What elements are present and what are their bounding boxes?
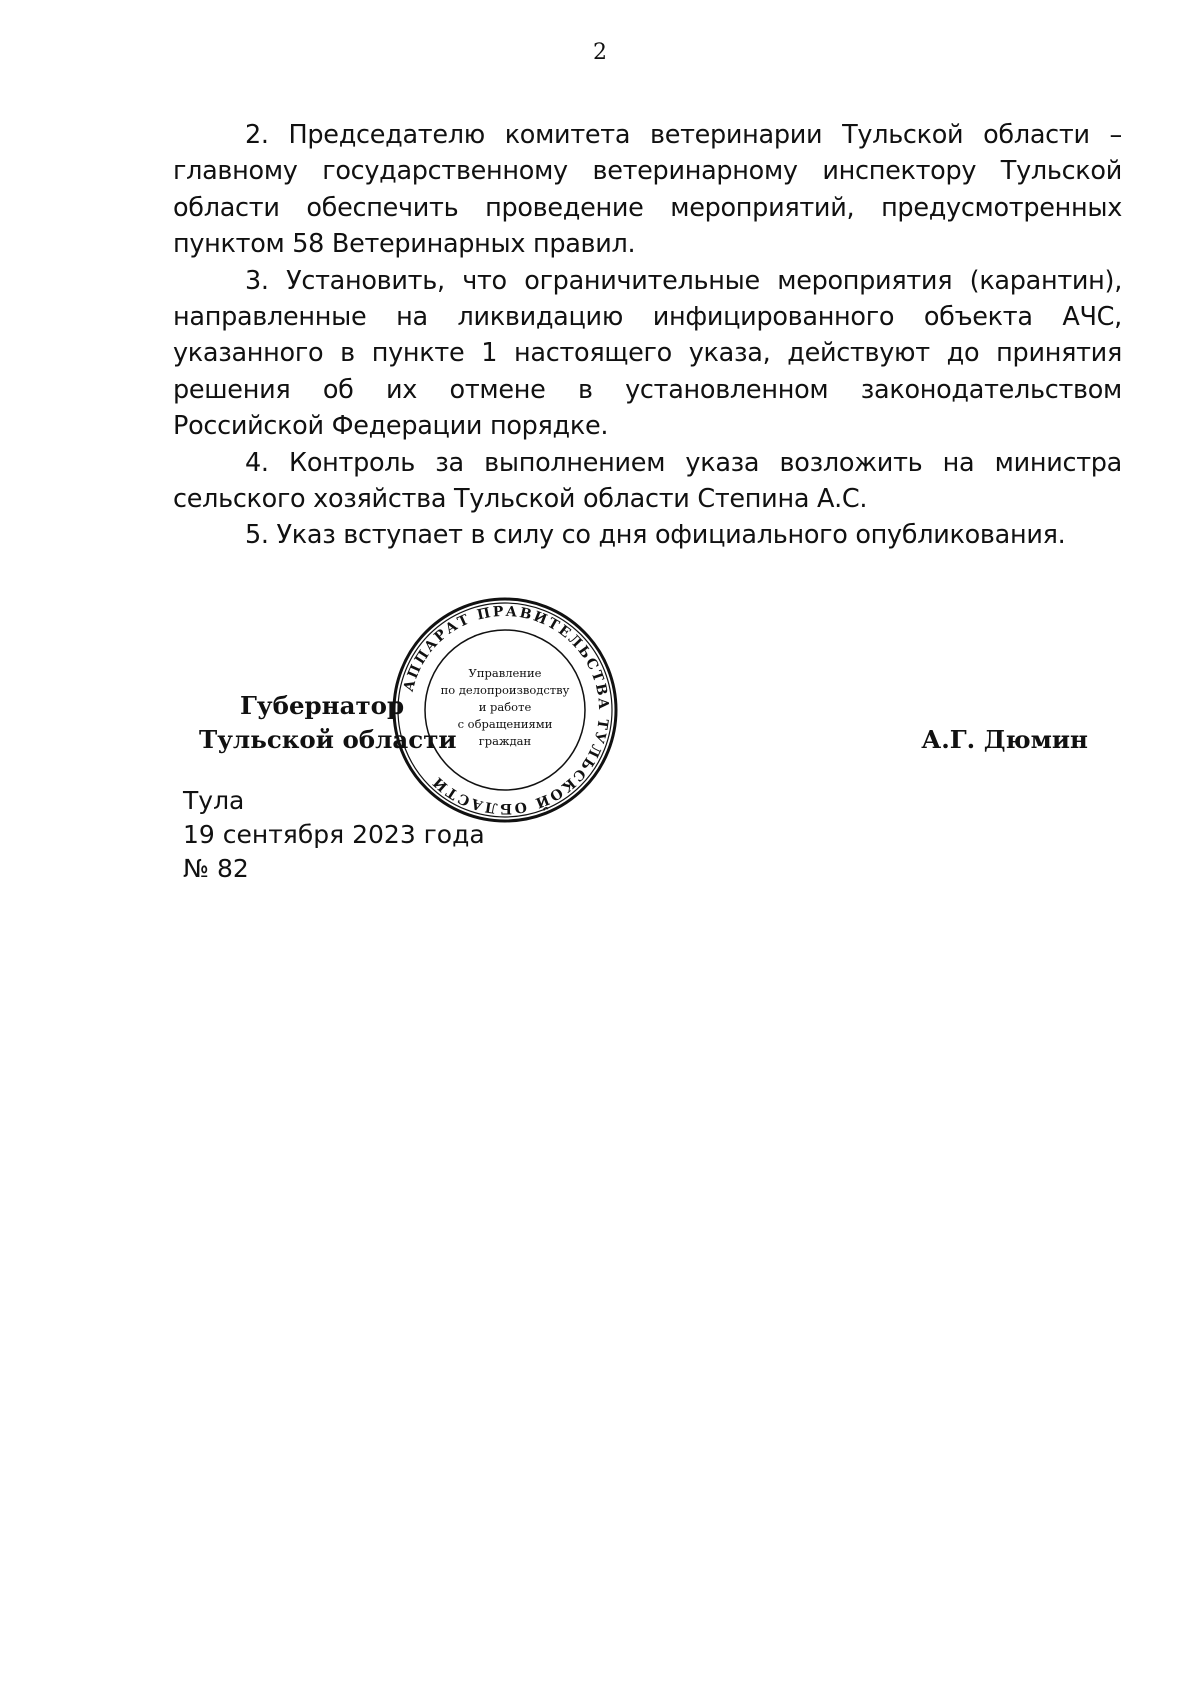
paragraph-3: 3. Установить, что ограничительные мероприятия (карантин), направленные на ликвидацию инфицированного объекта АЧС, указанного в пункте 1 настоящего указа, действуют до принятия решения об их отмене в установленном законодательством Российской Федерации порядке. <box>173 265 1122 442</box>
footer-number: № 82 <box>183 854 249 883</box>
paragraph-2: 2. Председателю комитета ветеринарии Тульской области – главному государственному ветеринарному инспектору Тульской области обеспечить проведение мероприятий, предусмотренных пунктом 58 Ветеринарных правил. <box>173 120 1122 260</box>
seal-line-5: граждан <box>478 734 532 748</box>
signatory-position-line-1: Губернатор <box>240 691 405 720</box>
page-number: 2 <box>593 40 607 65</box>
seal-line-3: и работе <box>478 700 532 714</box>
paragraph-5: 5. Указ вступает в силу со дня официального опубликования. <box>245 520 1066 551</box>
footer-city: Тула <box>183 786 245 815</box>
document-footer <box>183 784 485 886</box>
paragraph-4: 4. Контроль за выполнением указа возложить на министра сельского хозяйства Тульской области Степина А.С. <box>173 447 1122 515</box>
seal-ring-text: АППАРАТ ПРАВИТЕЛЬСТВА ТУЛЬСКОЙ ОБЛАСТИ <box>400 603 612 817</box>
signatory-position-line-2: Тульской области <box>199 725 457 754</box>
footer-date: 19 сентября 2023 года <box>183 820 485 849</box>
seal-line-2: по делопроизводству <box>440 683 570 697</box>
seal-line-4: с обращениями <box>457 717 553 731</box>
signatory-name: А.Г. Дюмин <box>921 725 1088 754</box>
seal-line-1: Управление <box>468 666 542 680</box>
document-body <box>173 117 1122 554</box>
